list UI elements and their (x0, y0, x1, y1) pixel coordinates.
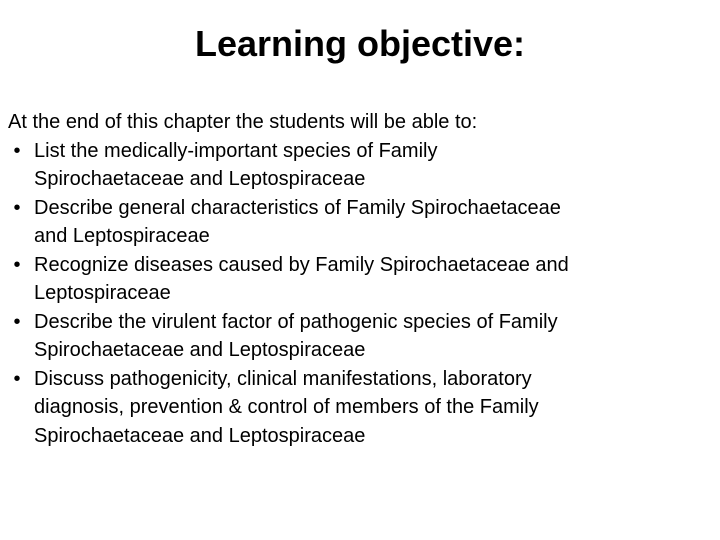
objective-line: Spirochaetaceae and Leptospiraceae (34, 339, 366, 361)
objective-line: Spirochaetaceae and Leptospiraceae (34, 168, 366, 190)
objectives-list (8, 137, 708, 451)
objective-line: Describe general characteristics of Family Spirochaetaceae (34, 196, 561, 219)
slide-body (8, 108, 708, 450)
bullet-icon: • (13, 196, 21, 219)
objective-line: Leptospiraceae (34, 282, 171, 304)
objective-item (8, 137, 708, 194)
objective-item (8, 251, 708, 308)
objective-line: Discuss pathogenicity, clinical manifestations, laboratory (34, 367, 532, 390)
intro-text: At the end of this chapter the students will be able to: (8, 111, 478, 133)
bullet-icon: • (13, 310, 21, 333)
objective-line: Spirochaetaceae and Leptospiraceae (34, 424, 366, 447)
objective-line: diagnosis, prevention & control of members of the Family (34, 396, 539, 418)
objective-item (8, 194, 708, 251)
objective-line: List the medically-important species of Family (34, 139, 438, 162)
objective-line: and Leptospiraceae (34, 225, 210, 247)
objective-line: Describe the virulent factor of pathogenic species of Family (34, 310, 558, 333)
slide-title: Learning objective: (194, 23, 526, 64)
bullet-icon: • (13, 139, 21, 162)
objective-line: Recognize diseases caused by Family Spirochaetaceae and (34, 253, 569, 276)
bullet-icon: • (13, 253, 21, 276)
objective-item (8, 365, 708, 451)
objective-item (8, 308, 708, 365)
bullet-icon: • (13, 367, 21, 390)
